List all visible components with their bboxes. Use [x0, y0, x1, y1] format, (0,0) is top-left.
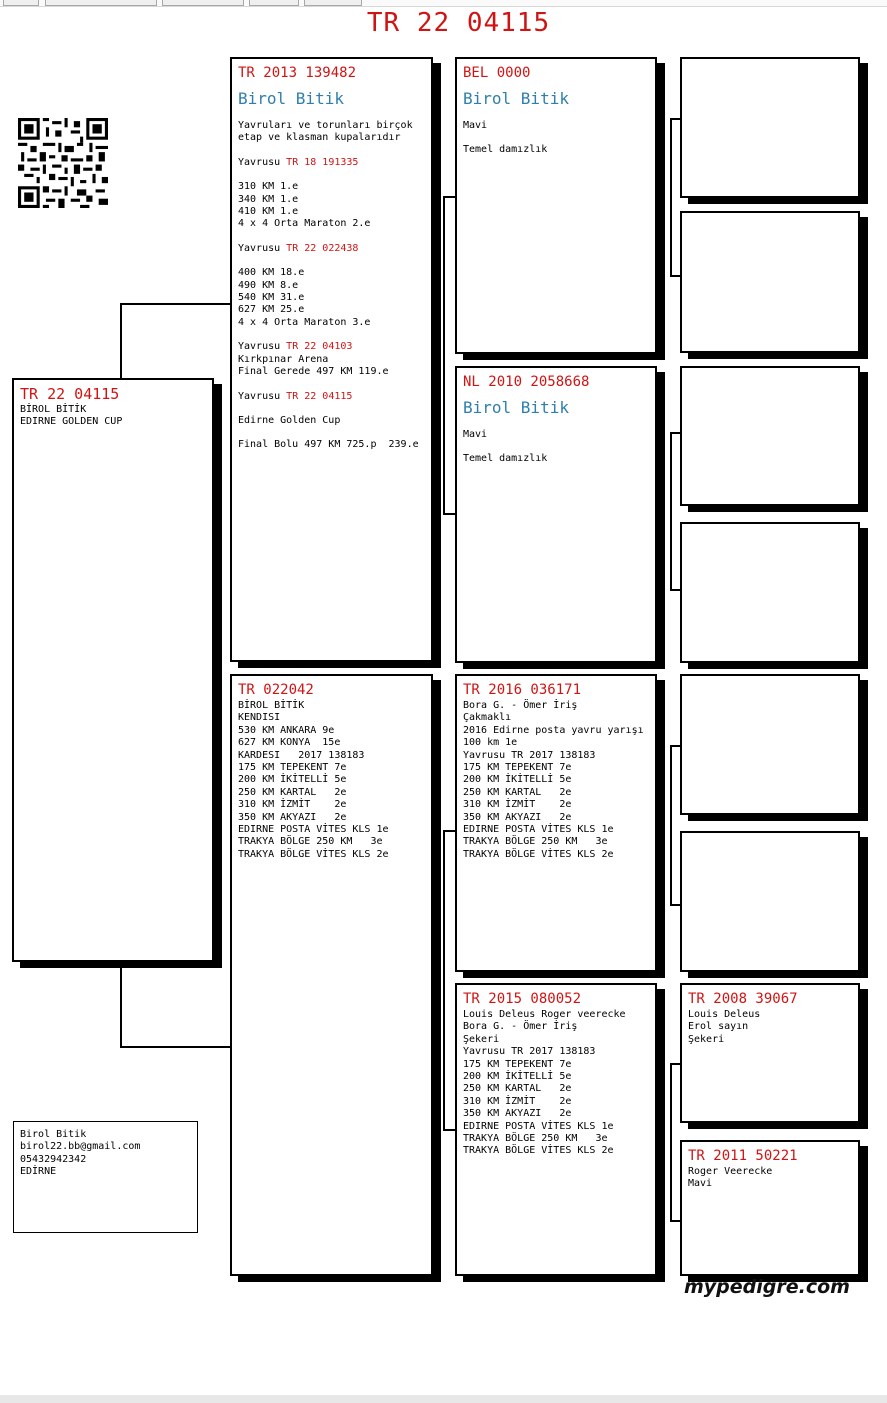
- dam-sire-breeder: Bora G. - Ömer İriş: [463, 700, 578, 711]
- ggp-8-lineage: Roger Veerecke: [688, 1166, 773, 1177]
- subject-card[interactable]: [12, 378, 214, 962]
- sire-card[interactable]: [230, 57, 433, 662]
- dam-dam-card[interactable]: [455, 983, 657, 1276]
- connector-line: [120, 303, 122, 380]
- connector-line: [670, 745, 680, 747]
- connector-line: [670, 275, 680, 277]
- sire-sire-breeder: Birol Bitik: [463, 89, 569, 108]
- sire-dam-card[interactable]: [455, 366, 657, 663]
- connector-line: [443, 830, 455, 832]
- sire-sire-card[interactable]: [455, 57, 657, 354]
- ggp-8-notes: Mavi: [688, 1178, 713, 1190]
- dam-ring: TR 022042: [238, 682, 314, 698]
- offspring-header: Yavrusu TR 18 191335: [238, 156, 359, 168]
- offspring-results: 310 KM 1.e 340 KM 1.e 410 KM 1.e 4 x 4 Orta Maraton 2.e: [238, 181, 371, 230]
- site-watermark: mypedigre.com: [684, 1276, 850, 1298]
- sire-dam-note: Temel damızlık: [463, 453, 548, 465]
- contact-details: Birol Bitik birol22.bb@gmail.com 05432942342 EDİRNE: [20, 1129, 141, 1178]
- connector-line: [670, 745, 672, 905]
- dam-sire-card[interactable]: [455, 674, 657, 972]
- ggp-card-empty[interactable]: [680, 366, 860, 506]
- connector-line: [670, 432, 672, 590]
- toolbar-button[interactable]: [45, 0, 157, 6]
- dam-dam-breeder: Bora G. - Ömer İriş: [463, 1021, 578, 1033]
- offspring-header: Yavrusu TR 22 022438: [238, 242, 359, 254]
- dam-dam-ring: TR 2015 080052: [463, 991, 582, 1007]
- ggp-card-7[interactable]: [680, 983, 860, 1123]
- dam-owner: BİROL BİTİK: [238, 700, 305, 711]
- toolbar-button[interactable]: [162, 0, 244, 6]
- dam-results: KENDISI 530 KM ANKARA 9e 627 KM KONYA 15e KARDESI 2017 138183 175 KM TEPEKENT 7e 200 KM İKİTELLİ 5e 250 KM KARTAL 2e 310 KM İZMİT 2e 350 KM AKYAZI 2e EDIRNE POSTA VİTES KLS 1e TRAKYA BÖLGE 250 KM 3e TRAKYA BÖLGE VİTES KLS 2e: [238, 712, 389, 860]
- ggp-card-empty[interactable]: [680, 57, 860, 198]
- sire-intro: Yavruları ve torunları birçok etap ve klasman kupalarıdır: [238, 120, 413, 144]
- ggp-card-empty[interactable]: [680, 211, 860, 353]
- connector-line: [443, 196, 445, 514]
- dam-dam-results: Şekeri Yavrusu TR 2017 138183 175 KM TEPEKENT 7e 200 KM İKİTELLİ 5e 250 KM KARTAL 2e 310 KM İZMİT 2e 350 KM AKYAZI 2e EDIRNE POSTA VİTES KLS 1e TRAKYA BÖLGE 250 KM 3e TRAKYA BÖLGE VİTES KLS 2e: [463, 1033, 614, 1157]
- page-title: TR 22 04115: [366, 8, 551, 38]
- offspring-results: Final Gerede 497 KM 119.e: [238, 366, 389, 378]
- offspring-ring: TR 22 04115: [286, 390, 353, 402]
- dam-dam-lineage: Louis Deleus Roger veerecke: [463, 1009, 626, 1020]
- sire-dam-breeder: Birol Bitik: [463, 398, 569, 417]
- sire-breeder: Birol Bitik: [238, 89, 344, 108]
- offspring-ring: TR 22 04103: [286, 341, 353, 353]
- sire-dam-ring: NL 2010 2058668: [463, 374, 590, 390]
- connector-line: [443, 196, 455, 198]
- subject-owner: BİROL BİTİK: [20, 404, 87, 415]
- offspring-sub: Kırkpınar Arena: [238, 353, 329, 365]
- ggp-7-breeder: Erol sayın: [688, 1021, 749, 1033]
- dam-sire-results: Çakmaklı 2016 Edirne posta yavru yarışı 100 km 1e Yavrusu TR 2017 138183 175 KM TEPEKENT 7e 200 KM İKİTELLİ 5e 250 KM KARTAL 2e 310 KM İZMİT 2e 350 KM AKYAZI 2e EDIRNE POSTA VİTES KLS 1e TRAKYA BÖLGE 250 KM 3e TRAKYA BÖLGE VİTES KLS 2e: [463, 712, 644, 860]
- dam-sire-ring: TR 2016 036171: [463, 682, 582, 698]
- connector-line: [670, 118, 680, 120]
- connector-line: [120, 962, 122, 1047]
- ggp-7-ring: TR 2008 39067: [688, 991, 798, 1007]
- subject-ring: TR 22 04115: [20, 385, 120, 403]
- toolbar-button[interactable]: [3, 0, 39, 6]
- connector-line: [120, 303, 230, 305]
- ggp-7-notes: Şekeri: [688, 1033, 725, 1045]
- toolbar-button[interactable]: [304, 0, 362, 6]
- sire-dam-color: Mavi: [463, 429, 488, 440]
- sire-ring: TR 2013 139482: [238, 65, 357, 81]
- offspring-header: Yavrusu TR 22 04103: [238, 341, 353, 353]
- contact-card: [13, 1121, 198, 1233]
- connector-line: [443, 1129, 455, 1131]
- connector-line: [120, 1046, 230, 1048]
- connector-line: [443, 513, 455, 515]
- connector-line: [670, 1063, 680, 1065]
- offspring-ring: TR 18 191335: [286, 156, 359, 168]
- sire-final: Final Bolu 497 KM 725.p 239.e: [238, 439, 419, 451]
- browser-toolbar: [0, 0, 887, 7]
- connector-line: [670, 118, 672, 276]
- sire-sire-note: Temel damızlık: [463, 144, 548, 156]
- connector-line: [670, 432, 680, 434]
- sire-sire-color: Mavi: [463, 120, 488, 131]
- offspring-results: Edirne Golden Cup: [238, 414, 341, 426]
- offspring-results: 400 KM 18.e 490 KM 8.e 540 KM 31.e 627 KM 25.e 4 x 4 Orta Maraton 3.e: [238, 267, 371, 328]
- offspring-ring: TR 22 022438: [286, 242, 359, 254]
- qr-code-icon: [18, 118, 108, 208]
- dam-card[interactable]: [230, 674, 433, 1276]
- connector-line: [670, 589, 680, 591]
- ggp-8-ring: TR 2011 50221: [688, 1148, 798, 1164]
- ggp-7-lineage: Louis Deleus: [688, 1009, 761, 1020]
- sire-sire-ring: BEL 0000: [463, 65, 531, 81]
- offspring-header: Yavrusu TR 22 04115: [238, 390, 353, 402]
- bottom-bar: [0, 1395, 887, 1403]
- ggp-card-empty[interactable]: [680, 522, 860, 663]
- toolbar-button[interactable]: [249, 0, 299, 6]
- ggp-card-empty[interactable]: [680, 831, 860, 972]
- connector-line: [670, 1220, 680, 1222]
- connector-line: [443, 830, 445, 1130]
- connector-line: [670, 1063, 672, 1221]
- connector-line: [670, 904, 680, 906]
- ggp-card-empty[interactable]: [680, 674, 860, 815]
- ggp-card-8[interactable]: [680, 1140, 860, 1276]
- subject-note: EDIRNE GOLDEN CUP: [20, 416, 123, 428]
